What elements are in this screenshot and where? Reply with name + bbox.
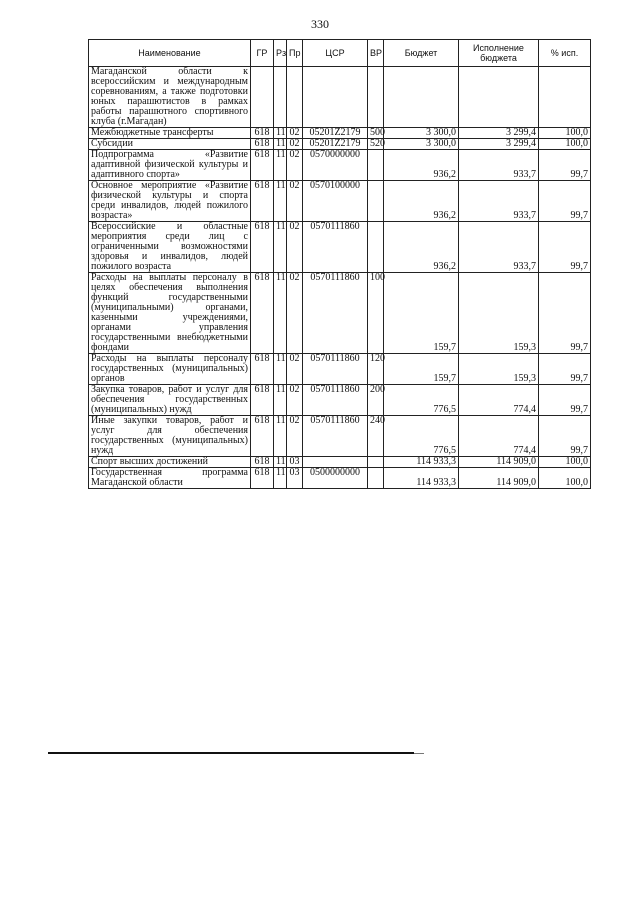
cell-budget: 159,7 (384, 354, 459, 385)
cell-vr: 100 (368, 273, 384, 354)
cell-rz: 11 (274, 222, 287, 273)
table-row (89, 457, 591, 468)
header-name: Наименование (89, 40, 251, 67)
cell-execution: 774,4 (459, 385, 539, 416)
cell-vr (368, 67, 384, 128)
cell-execution: 933,7 (459, 150, 539, 181)
header-pr: Пр (287, 40, 303, 67)
cell-name: Подпрограмма «Развитие адаптивной физической культуры и адаптивного спорта» (89, 150, 251, 181)
cell-gr: 618 (251, 468, 274, 489)
cell-csr: 0570111860 (303, 222, 368, 273)
cell-execution: 114 909,0 (459, 468, 539, 489)
header-budget: Бюджет (384, 40, 459, 67)
cell-pr: 02 (287, 273, 303, 354)
cell-rz: 11 (274, 150, 287, 181)
cell-pr: 02 (287, 222, 303, 273)
table-row (89, 67, 591, 128)
cell-budget: 936,2 (384, 150, 459, 181)
cell-gr (251, 67, 274, 128)
table-row (89, 354, 591, 385)
cell-execution: 114 909,0 (459, 457, 539, 468)
cell-gr: 618 (251, 150, 274, 181)
cell-pr: 02 (287, 385, 303, 416)
cell-csr (303, 67, 368, 128)
footnote-divider (48, 752, 414, 754)
cell-pr: 02 (287, 139, 303, 150)
table-row (89, 139, 591, 150)
cell-pct: 99,7 (539, 416, 591, 457)
header-csr: ЦСР (303, 40, 368, 67)
table-row (89, 468, 591, 489)
cell-execution (459, 67, 539, 128)
cell-name: Магаданской области к всероссийским и международным соревнованиям, а также подготовки юных парашютистов в рамках работы парашютного спортивного клуба (г.Магадан) (89, 67, 251, 128)
page-number: 330 (311, 17, 329, 31)
cell-pr: 02 (287, 416, 303, 457)
cell-csr: 05201Z2179 (303, 128, 368, 139)
cell-vr (368, 468, 384, 489)
cell-gr: 618 (251, 457, 274, 468)
cell-pct: 100,0 (539, 139, 591, 150)
cell-rz: 11 (274, 139, 287, 150)
header-gr: ГР (251, 40, 274, 67)
cell-budget: 776,5 (384, 416, 459, 457)
cell-vr (368, 457, 384, 468)
cell-name: Субсидии (89, 139, 251, 150)
cell-pr: 02 (287, 150, 303, 181)
header-pct: % исп. (539, 40, 591, 67)
cell-pr: 03 (287, 457, 303, 468)
cell-csr: 0570111860 (303, 273, 368, 354)
cell-vr: 120 (368, 354, 384, 385)
cell-vr (368, 150, 384, 181)
cell-budget (384, 67, 459, 128)
cell-gr: 618 (251, 139, 274, 150)
cell-gr: 618 (251, 354, 274, 385)
cell-execution: 159,3 (459, 273, 539, 354)
cell-pr: 02 (287, 128, 303, 139)
cell-rz: 11 (274, 468, 287, 489)
table-header-row (89, 40, 591, 67)
cell-rz (274, 67, 287, 128)
cell-pr: 03 (287, 468, 303, 489)
cell-rz: 11 (274, 457, 287, 468)
cell-vr: 240 (368, 416, 384, 457)
table-row (89, 150, 591, 181)
cell-vr (368, 181, 384, 222)
cell-execution: 3 299,4 (459, 128, 539, 139)
cell-name: Всероссийские и областные мероприятия среди лиц с ограниченными возможностями здоровья и инвалидов, людей пожилого возраста (89, 222, 251, 273)
cell-name: Иные закупки товаров, работ и услуг для обеспечения государственных (муниципальных) нужд (89, 416, 251, 457)
cell-budget: 3 300,0 (384, 139, 459, 150)
cell-csr: 0570111860 (303, 416, 368, 457)
cell-pr: 02 (287, 181, 303, 222)
footnote-divider-tail (414, 753, 424, 754)
cell-execution: 159,3 (459, 354, 539, 385)
cell-execution: 933,7 (459, 222, 539, 273)
cell-pct: 99,7 (539, 354, 591, 385)
cell-pct: 99,7 (539, 181, 591, 222)
cell-gr: 618 (251, 128, 274, 139)
cell-budget: 114 933,3 (384, 457, 459, 468)
cell-name: Межбюджетные трансферты (89, 128, 251, 139)
cell-csr: 0570111860 (303, 354, 368, 385)
header-vr: ВР (368, 40, 384, 67)
header-rz: Рз (274, 40, 287, 67)
cell-rz: 11 (274, 273, 287, 354)
cell-vr: 500 (368, 128, 384, 139)
cell-rz: 11 (274, 416, 287, 457)
cell-pct: 99,7 (539, 273, 591, 354)
cell-csr: 0500000000 (303, 468, 368, 489)
cell-csr: 05201Z2179 (303, 139, 368, 150)
cell-pct: 100,0 (539, 457, 591, 468)
cell-csr: 0570111860 (303, 385, 368, 416)
cell-gr: 618 (251, 181, 274, 222)
table-row (89, 273, 591, 354)
cell-pct (539, 67, 591, 128)
cell-rz: 11 (274, 354, 287, 385)
cell-vr: 200 (368, 385, 384, 416)
cell-execution: 774,4 (459, 416, 539, 457)
table-row (89, 128, 591, 139)
cell-budget: 114 933,3 (384, 468, 459, 489)
cell-pct: 100,0 (539, 128, 591, 139)
cell-csr (303, 457, 368, 468)
table-row (89, 222, 591, 273)
cell-vr: 520 (368, 139, 384, 150)
cell-gr: 618 (251, 273, 274, 354)
cell-rz: 11 (274, 128, 287, 139)
table-row (89, 385, 591, 416)
cell-name: Закупка товаров, работ и услуг для обеспечения государственных (муниципальных) нужд (89, 385, 251, 416)
header-execution: Исполнение бюджета (459, 40, 539, 67)
cell-pr (287, 67, 303, 128)
cell-pct: 100,0 (539, 468, 591, 489)
cell-gr: 618 (251, 416, 274, 457)
cell-pct: 99,7 (539, 150, 591, 181)
cell-gr: 618 (251, 385, 274, 416)
cell-name: Расходы на выплаты персоналу государственных (муниципальных) органов (89, 354, 251, 385)
cell-pr: 02 (287, 354, 303, 385)
cell-name: Спорт высших достижений (89, 457, 251, 468)
cell-budget: 936,2 (384, 222, 459, 273)
cell-pct: 99,7 (539, 222, 591, 273)
cell-pct: 99,7 (539, 385, 591, 416)
cell-budget: 936,2 (384, 181, 459, 222)
cell-rz: 11 (274, 181, 287, 222)
table-row (89, 181, 591, 222)
table-row (89, 416, 591, 457)
budget-execution-table (88, 39, 591, 489)
cell-csr: 0570100000 (303, 181, 368, 222)
cell-budget: 3 300,0 (384, 128, 459, 139)
cell-csr: 0570000000 (303, 150, 368, 181)
cell-name: Основное мероприятие «Развитие физической культуры и спорта среди инвалидов, людей пожилого возраста» (89, 181, 251, 222)
cell-name: Государственная программа Магаданской области (89, 468, 251, 489)
cell-gr: 618 (251, 222, 274, 273)
cell-rz: 11 (274, 385, 287, 416)
cell-name: Расходы на выплаты персоналу в целях обеспечения выполнения функций государственными (муниципальными) органами, казенными учреждениями, органами управления государственными внебюджетными фондами (89, 273, 251, 354)
cell-execution: 3 299,4 (459, 139, 539, 150)
cell-budget: 776,5 (384, 385, 459, 416)
cell-budget: 159,7 (384, 273, 459, 354)
cell-vr (368, 222, 384, 273)
cell-execution: 933,7 (459, 181, 539, 222)
